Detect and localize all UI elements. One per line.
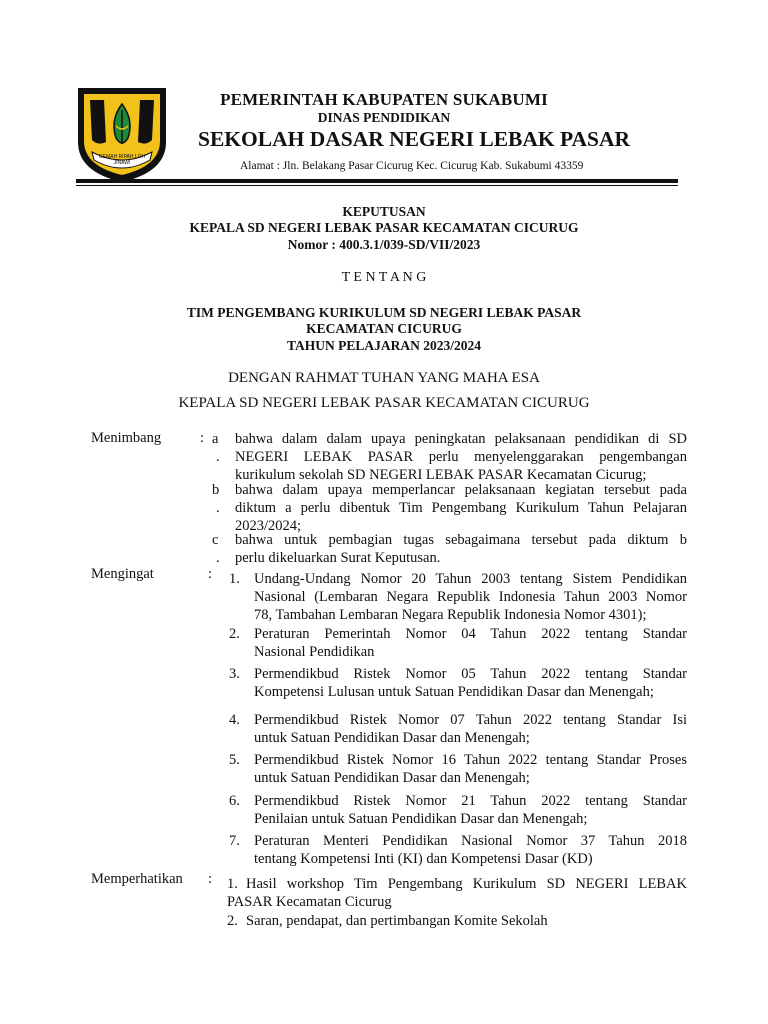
list-item: Saran, pendapat, dan pertimbangan Komite Sekolah (246, 913, 548, 929)
decree-title-line3: TAHUN PELAJARAN 2023/2024 (286, 338, 481, 353)
list-item: bahwa dalam dalam upaya peningkatan pelaksanaan pendidikan di SD NEGERI LEBAK PASAR perlu menyelenggarakan pengembangan kurikulum sekolah SD NEGERI LEBAK PASAR Kecamatan Cicurug; (235, 431, 687, 483)
section-label-mengingat: Mengingat (91, 566, 154, 582)
decree-type: KEPUTUSAN (342, 204, 426, 219)
list-item: Peraturan Pemerintah Nomor 04 Tahun 2022 tentang Standar Nasional Pendidikan (254, 626, 687, 660)
section-separator: : (200, 430, 205, 446)
list-marker-dot: . (216, 449, 220, 465)
list-item: Peraturan Menteri Pendidikan Nasional Nomor 37 Tahun 2018 tentang Kompetensi Inti (KI) dan Kompetensi Dasar (KD) (254, 833, 687, 867)
header-divider-thin (76, 185, 678, 186)
logo-motto: GEMAH RIPAH LOH JINAWI (98, 154, 146, 166)
list-item: Permendikbud Ristek Nomor 05 Tahun 2022 tentang Standar Kompetensi Lulusan untuk Satuan Pendidikan Dasar dan Menengah; (254, 666, 687, 700)
section-label-menimbang: Menimbang (91, 430, 162, 446)
list-number: 6. (229, 793, 240, 809)
list-marker: c (212, 532, 219, 548)
list-marker: b (212, 482, 220, 498)
list-number: 1. (227, 876, 238, 892)
section-separator: : (208, 871, 213, 887)
list-item: Permendikbud Ristek Nomor 21 Tahun 2022 tentang Standar Penilaian untuk Satuan Pendidikan Dasar dan Menengah; (254, 793, 687, 827)
list-item: Permendikbud Ristek Nomor 16 Tahun 2022 tentang Standar Proses untuk Satuan Pendidikan Dasar dan Menengah; (254, 752, 687, 786)
list-item: Permendikbud Ristek Nomor 07 Tahun 2022 tentang Standar Isi untuk Satuan Pendidikan Dasar dan Menengah; (254, 712, 687, 746)
list-number: 7. (229, 833, 240, 849)
list-marker-dot: . (216, 500, 220, 516)
section-label-memperhatikan: Memperhatikan (91, 871, 183, 887)
list-number: 5. (229, 752, 240, 768)
list-item: bahwa untuk pembagian tugas sebagaimana tersebut pada diktum b perlu dikeluarkan Surat Keputusan. (235, 532, 687, 566)
letterhead-government: PEMERINTAH KABUPATEN SUKABUMI (220, 90, 548, 109)
list-item: Undang-Undang Nomor 20 Tahun 2003 tentang Sistem Pendidikan Nasional (Lembaran Negara Republik Indonesia Tahun 2003 Nomor 78, Tambahan Lembaran Negara Republik Indonesia Nomor 4301); (254, 571, 687, 623)
list-number: 1. (229, 571, 240, 587)
list-item-continuation: PASAR Kecamatan Cicurug (227, 894, 392, 910)
decree-issuer: KEPALA SD NEGERI LEBAK PASAR KECAMATAN CICURUG (189, 220, 579, 235)
section-separator: : (208, 566, 213, 582)
header-divider-thick (76, 179, 678, 183)
letterhead-school: SEKOLAH DASAR NEGERI LEBAK PASAR (198, 127, 631, 151)
decree-invocation: DENGAN RAHMAT TUHAN YANG MAHA ESA (228, 370, 540, 386)
decree-head: KEPALA SD NEGERI LEBAK PASAR KECAMATAN CICURUG (178, 395, 590, 411)
decree-title-line2: KECAMATAN CICURUG (306, 321, 462, 336)
list-marker: a (212, 431, 219, 447)
decree-about: T E N T A N G (341, 270, 427, 285)
list-number: 2. (229, 626, 240, 642)
decree-number: Nomor : 400.3.1/039-SD/VII/2023 (287, 237, 481, 252)
list-number: 4. (229, 712, 240, 728)
list-number: 3. (229, 666, 240, 682)
letterhead-address: Alamat : Jln. Belakang Pasar Cicurug Kec. Cicurug Kab. Sukabumi 43359 (240, 160, 584, 172)
decree-title-line1: TIM PENGEMBANG KURIKULUM SD NEGERI LEBAK PASAR (186, 305, 582, 320)
list-number: 2. (227, 913, 238, 929)
list-item: Hasil workshop Tim Pengembang Kurikulum SD NEGERI LEBAK (246, 876, 687, 892)
list-item: bahwa dalam upaya memperlancar pelaksanaan kegiatan tersebut pada diktum a perlu dibentuk Tim Pengembang Kurikulum Tahun Pelajaran 2023/2024; (235, 482, 687, 534)
letterhead-department: DINAS PENDIDIKAN (317, 110, 451, 125)
list-marker-dot: . (216, 550, 220, 566)
